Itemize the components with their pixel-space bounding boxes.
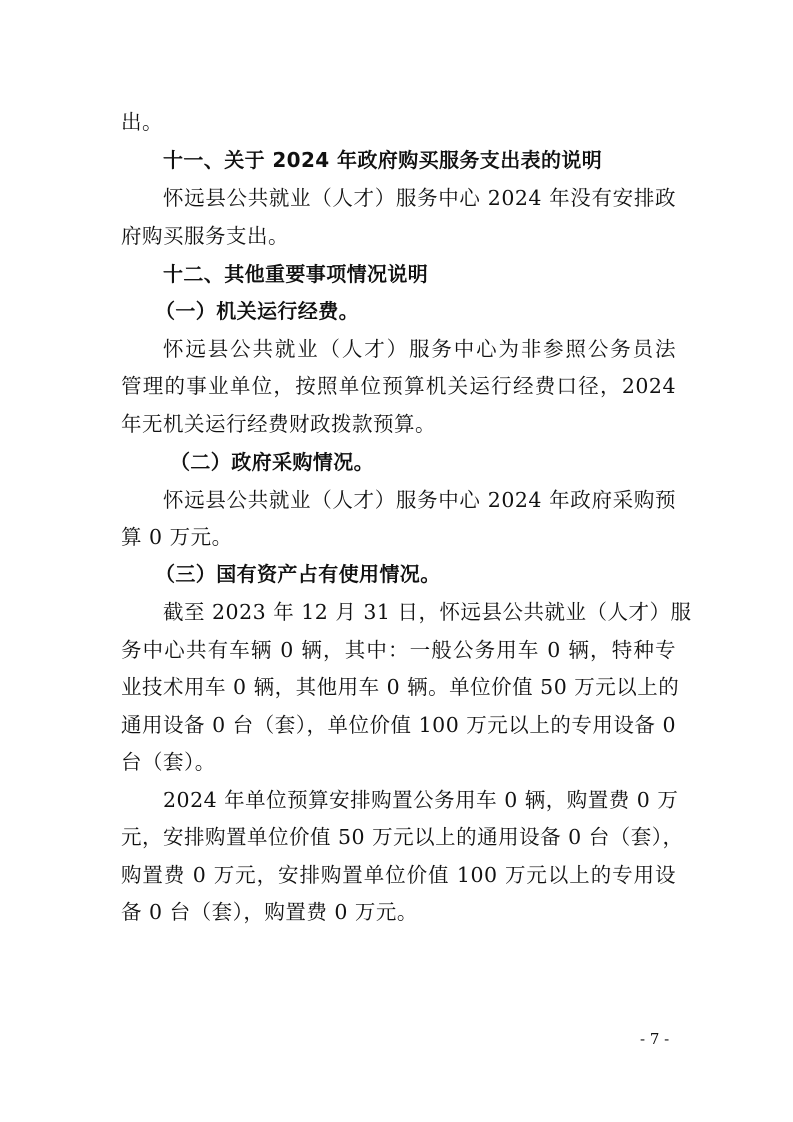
paragraph-line: 务中心共有车辆 0 辆，其中：一般公务用车 0 辆，特种专	[121, 638, 676, 662]
paragraph-line: 元，安排购置单位价值 50 万元以上的通用设备 0 台（套），	[121, 825, 684, 849]
paragraph-line: 管理的事业单位，按照单位预算机关运行经费口径，2024	[121, 374, 676, 398]
subsection-heading-3: （三）国有资产占有使用情况。	[155, 562, 441, 586]
section-heading-11: 十一、关于 2024 年政府购买服务支出表的说明	[163, 148, 603, 172]
paragraph-line: 怀远县公共就业（人才）服务中心 2024 年政府采购预	[163, 488, 676, 512]
paragraph-line: 府购买服务支出。	[121, 224, 289, 248]
paragraph-line: 2024 年单位预算安排购置公务用车 0 辆，购置费 0 万	[163, 788, 679, 812]
paragraph-line: 截至 2023 年 12 月 31 日，怀远县公共就业（人才）服	[163, 600, 692, 624]
subsection-heading-2: （二）政府采购情况。	[170, 450, 374, 474]
paragraph-line: 台（套）。	[121, 750, 216, 774]
paragraph-line: 出。	[121, 110, 163, 134]
paragraph-line: 年无机关运行经费财政拨款预算。	[121, 412, 436, 436]
paragraph-line: 算 0 万元。	[121, 525, 233, 549]
subsection-heading-1: （一）机关运行经费。	[155, 299, 359, 323]
paragraph-line: 业技术用车 0 辆，其他用车 0 辆。单位价值 50 万元以上的	[121, 675, 680, 699]
paragraph-line: 购置费 0 万元，安排购置单位价值 100 万元以上的专用设	[121, 863, 676, 887]
section-heading-12: 十二、其他重要事项情况说明	[163, 262, 429, 286]
paragraph-line: 通用设备 0 台（套），单位价值 100 万元以上的专用设备 0	[121, 713, 676, 737]
paragraph-line: 怀远县公共就业（人才）服务中心 2024 年没有安排政	[163, 186, 676, 210]
paragraph-line: 怀远县公共就业（人才）服务中心为非参照公务员法	[163, 337, 676, 361]
page-number: - 7 -	[640, 1030, 670, 1048]
paragraph-line: 备 0 台（套），购置费 0 万元。	[121, 900, 418, 924]
